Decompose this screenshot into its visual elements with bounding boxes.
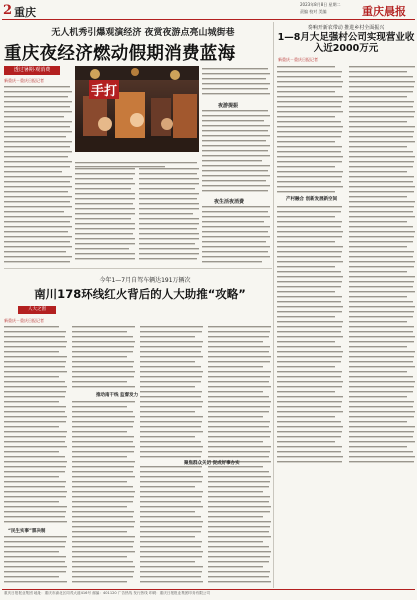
feature-kicker: 今年1—7月自驾车辆达191万辆次 xyxy=(99,277,191,284)
feature-top-rule xyxy=(4,268,272,269)
section-name: 重庆 xyxy=(14,6,36,19)
masthead xyxy=(0,0,417,22)
lead-photo-caption xyxy=(75,154,199,162)
feature-subhead-1: 推动南干线 监督发力 xyxy=(96,393,139,398)
photo-sign: 手打 xyxy=(89,80,119,99)
text-lines-icon xyxy=(4,324,272,584)
lead-body-mid xyxy=(75,166,199,264)
sidebar-byline: 新重庆－重庆日报记者 xyxy=(278,57,318,62)
text-lines-icon xyxy=(202,66,270,264)
inner-subhead-1: 夜游提振 xyxy=(218,103,239,109)
text-lines-icon xyxy=(277,64,415,464)
lead-kicker: 无人机秀引爆观演经济 夜赏夜游点亮山城街巷 xyxy=(51,28,235,38)
sidebar-headline: 1—8月大足强村公司实现营业收入近2000万元 xyxy=(277,32,415,54)
column-rule xyxy=(273,22,274,588)
text-lines-icon xyxy=(4,84,72,264)
text-lines-icon xyxy=(75,166,199,264)
feature-byline: 新重庆－重庆日报记者 xyxy=(4,318,44,323)
feature-subhead-2: 聚焦群众关切 促成好事办实 xyxy=(184,461,240,466)
lead-tag: 透过暑期·观消费 xyxy=(4,66,60,75)
lead-body-left xyxy=(4,84,72,264)
lead-photo xyxy=(75,66,199,152)
feature-tag: 人大之窗 xyxy=(18,306,56,314)
feature-body xyxy=(4,324,272,584)
footer-rule xyxy=(2,589,415,590)
lead-byline: 新重庆－重庆日报记者 xyxy=(4,78,44,83)
lead-body-right xyxy=(202,66,270,264)
footer-line: 重庆日报报业集团 地址：重庆市渝北区同茂大道416号 邮编：401120 广告热线 发行热线 印刷：重庆日报报业集团印务有限公司 xyxy=(4,591,210,595)
sidebar-kicker: 奏响开新农带动 推进乡村全面振兴 xyxy=(307,25,385,31)
sub-line: 责编 校对 美编 xyxy=(300,9,327,14)
newspaper-logo: 重庆晨报 xyxy=(362,5,406,18)
sidebar-body xyxy=(277,64,415,464)
page-number: 2 xyxy=(3,3,13,18)
issue-line: 2023年8月8日 星期二 xyxy=(300,2,341,7)
night-market-photo-icon xyxy=(75,66,199,152)
feature-headline: 南川178环线红火背后的人大助推“攻略” xyxy=(34,287,246,301)
inner-subhead-2: 夜生活夜消费 xyxy=(214,199,245,205)
sidebar-subhead: 产村融合 创新发展新空间 xyxy=(286,197,338,202)
masthead-rule xyxy=(2,19,415,20)
feature-subhead-3: “民生实事”票决制 xyxy=(8,529,46,534)
lead-headline: 重庆夜经济燃动假期消费蓝海 xyxy=(4,44,236,64)
